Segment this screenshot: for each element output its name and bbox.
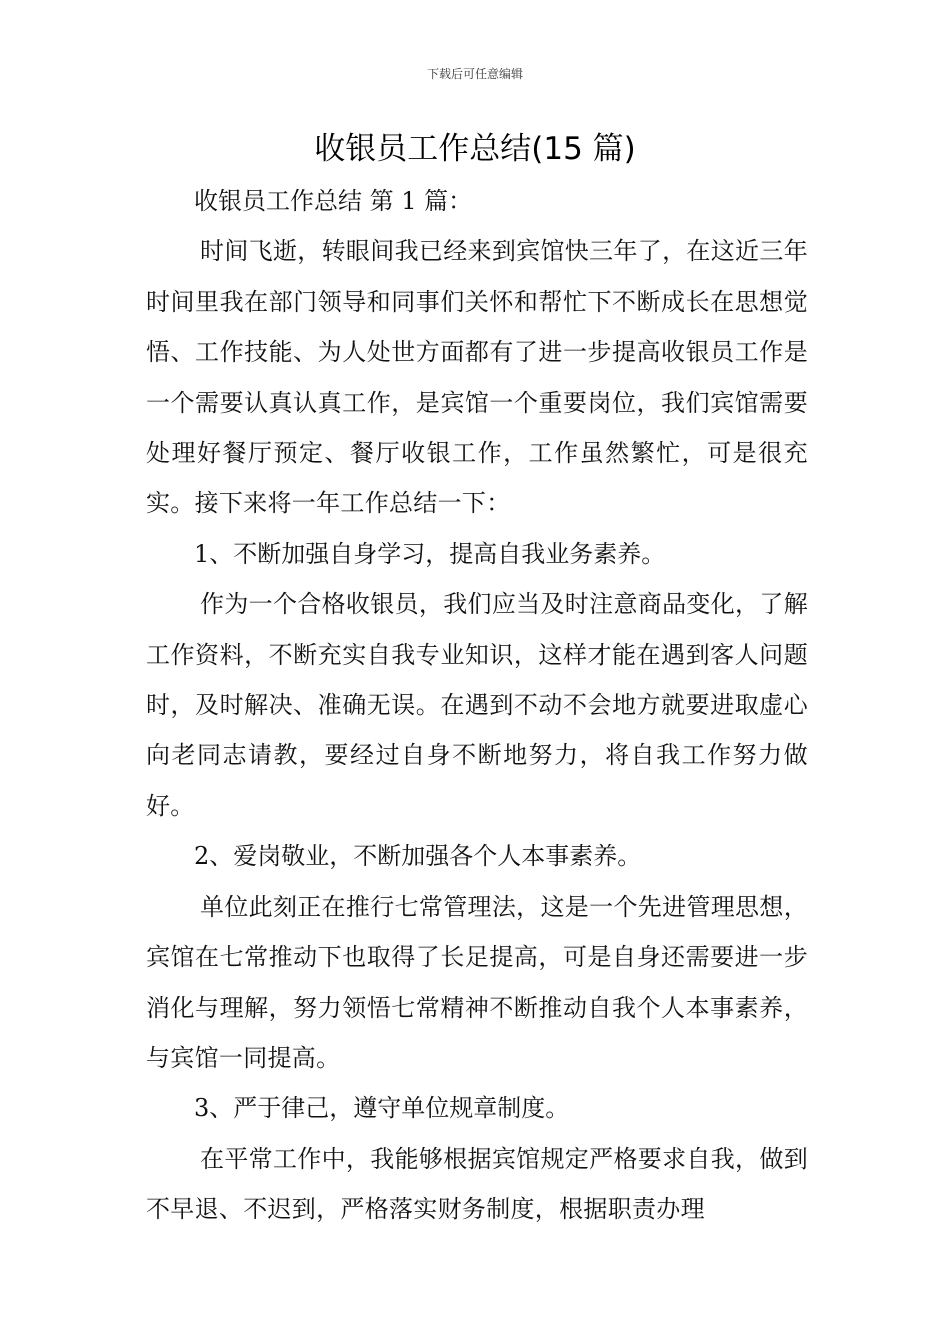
document-body <box>146 176 808 1235</box>
document-title: 收银员工作总结(15 篇) <box>314 131 636 167</box>
section-heading-3: 3、严于律己，遵守单位规章制度。 <box>194 1094 570 1123</box>
section-heading-1: 1、不断加强自身学习，提高自我业务素养。 <box>194 539 666 568</box>
section-heading-2: 2、爱岗敬业，不断加强各个人本事素养。 <box>194 842 642 871</box>
paragraph-study: 作为一个合格收银员，我们应当及时注意商品变化，了解工作资料，不断充实自我专业知识，这样才能在遇到客人问题时，及时解决、准确无误。在遇到不动不会地方就要进取虚心向老同志请教，要经过自身不断地努力，将自我工作努力做好。 <box>146 590 808 820</box>
paragraph-dedication: 单位此刻正在推行七常管理法，这是一个先进管理思想，宾馆在七常推动下也取得了长足提高，可是自身还需要进一步消化与理解，努力领悟七常精神不断推动自我个人本事素养，与宾馆一同提高。 <box>146 892 808 1072</box>
page-header-note: 下载后可任意编辑 <box>426 67 523 81</box>
paragraph-discipline: 在平常工作中，我能够根据宾馆规定严格要求自我，做到不早退、不迟到，严格落实财务制度，根据职责办理 <box>146 1144 808 1224</box>
section-subtitle: 收银员工作总结 第 1 篇： <box>194 187 473 215</box>
paragraph-intro: 时间飞逝，转眼间我已经来到宾馆快三年了，在这近三年时间里我在部门领导和同事们关怀和帮忙下不断成长在思想觉悟、工作技能、为人处世方面都有了进一步提高收银员工作是一个需要认真认真工作，是宾馆一个重要岗位，我们宾馆需要处理好餐厅预定、餐厅收银工作，工作虽然繁忙，可是很充实。接下来将一年工作总结一下： <box>146 237 808 518</box>
